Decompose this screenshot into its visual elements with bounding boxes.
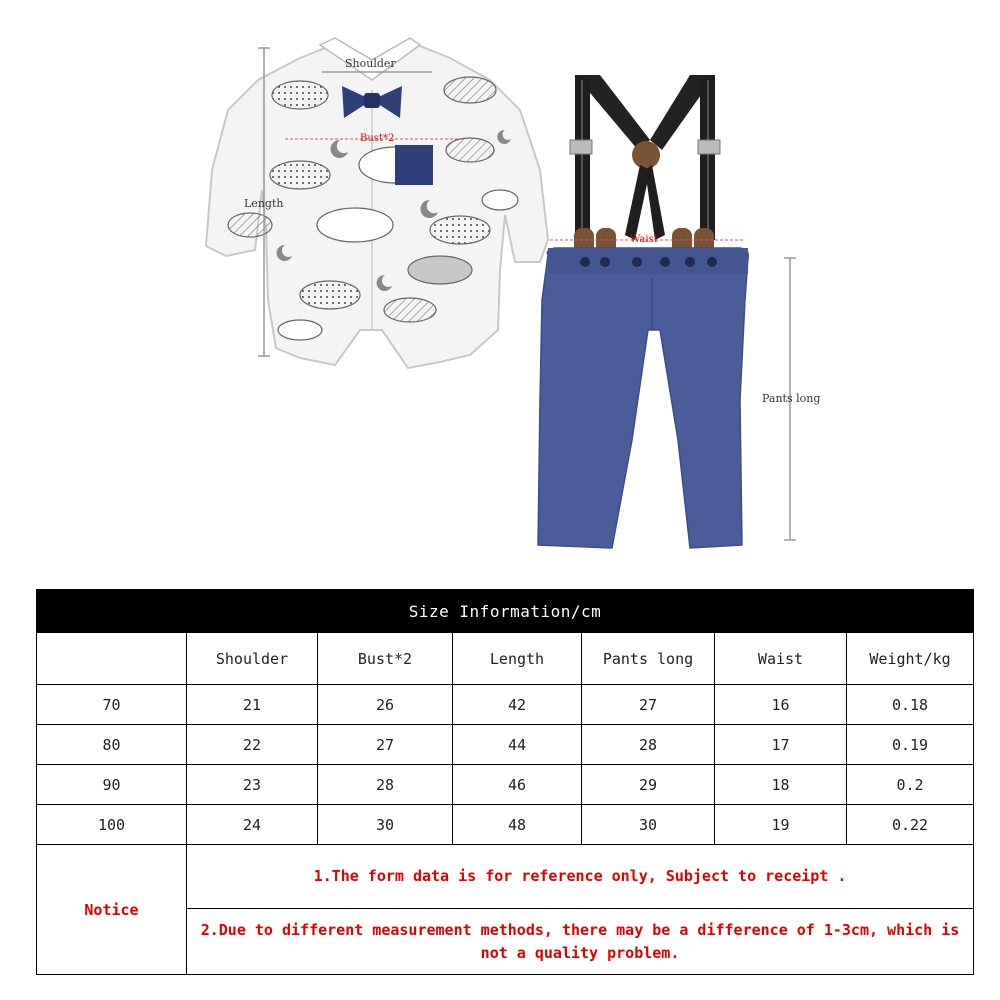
header-cell: Pants long <box>582 633 715 685</box>
table-cell: 28 <box>582 725 715 765</box>
table-cell: 22 <box>187 725 318 765</box>
table-cell: 30 <box>318 805 453 845</box>
header-cell <box>37 633 187 685</box>
header-cell: Weight/kg <box>847 633 974 685</box>
table-cell: 21 <box>187 685 318 725</box>
pants <box>538 248 748 548</box>
table-cell: 23 <box>187 765 318 805</box>
table-cell: 90 <box>37 765 187 805</box>
table-cell: 18 <box>715 765 847 805</box>
header-cell: Length <box>453 633 582 685</box>
table-row <box>37 805 974 845</box>
table-cell: 27 <box>318 725 453 765</box>
table-cell: 44 <box>453 725 582 765</box>
table-cell: 80 <box>37 725 187 765</box>
table-cell: 0.2 <box>847 765 974 805</box>
notice-line-1: 1.The form data is for reference only, Subject to receipt . <box>187 845 974 909</box>
table-cell: 16 <box>715 685 847 725</box>
header-cell: Waist <box>715 633 847 685</box>
header-cell: Bust*2 <box>318 633 453 685</box>
pocket <box>395 145 433 185</box>
table-row <box>37 765 974 805</box>
table-cell: 0.19 <box>847 725 974 765</box>
table-cell: 24 <box>187 805 318 845</box>
table-cell: 42 <box>453 685 582 725</box>
table-cell: 0.18 <box>847 685 974 725</box>
table-title: Size Information/cm <box>37 590 974 633</box>
bust-label: Bust*2 <box>360 133 395 144</box>
table-cell: 0.22 <box>847 805 974 845</box>
table-header-row <box>37 633 974 685</box>
waist-label: Waist <box>630 234 658 245</box>
table-cell: 46 <box>453 765 582 805</box>
table-cell: 29 <box>582 765 715 805</box>
table-cell: 48 <box>453 805 582 845</box>
suspenders <box>570 75 720 258</box>
table-cell: 27 <box>582 685 715 725</box>
notice-line-2: 2.Due to different measurement methods, there may be a difference of 1-3cm, which is not a quality problem. <box>187 909 974 975</box>
table-cell: 19 <box>715 805 847 845</box>
table-cell: 30 <box>582 805 715 845</box>
shoulder-label: Shoulder <box>345 57 396 70</box>
table-cell: 17 <box>715 725 847 765</box>
notice-row-1 <box>37 845 974 909</box>
table-row <box>37 685 974 725</box>
pants-long-label: Pants long <box>762 392 821 405</box>
header-cell: Shoulder <box>187 633 318 685</box>
table-cell: 28 <box>318 765 453 805</box>
table-cell: 70 <box>37 685 187 725</box>
table-row <box>37 725 974 765</box>
table-cell: 26 <box>318 685 453 725</box>
notice-label: Notice <box>37 845 187 975</box>
length-label: Length <box>244 197 284 210</box>
table-cell: 100 <box>37 805 187 845</box>
table-title-row <box>37 590 974 633</box>
size-table <box>36 589 974 975</box>
